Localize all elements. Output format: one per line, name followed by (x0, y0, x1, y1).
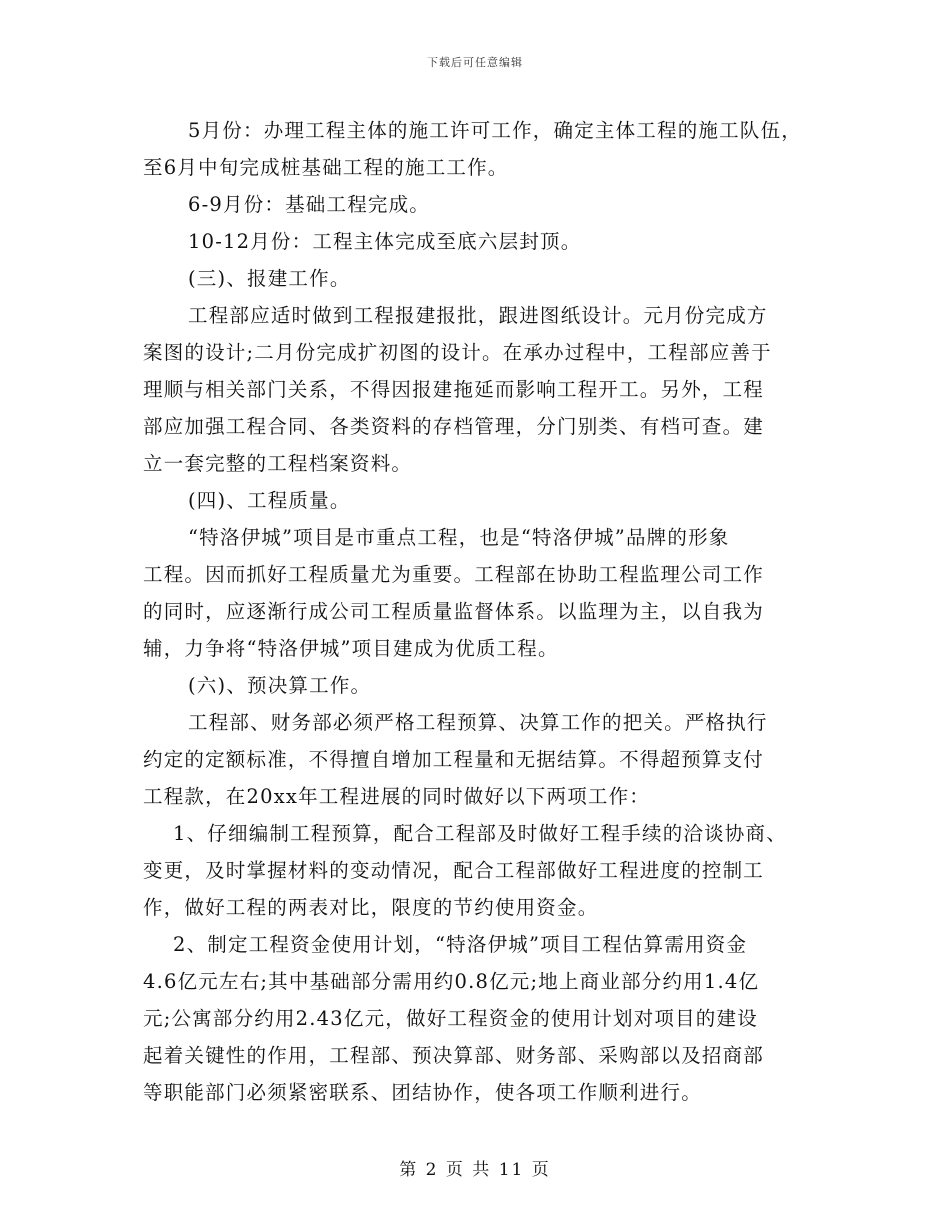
text-line: 理顺与相关部门关系，不得因报建拖延而影响工程开工。另外，工程 (143, 378, 765, 401)
text-line: 工程款，在20xx年工程进展的同时做好以下两项工作： (143, 785, 651, 808)
text-line: (六)、预决算工作。 (188, 674, 372, 697)
text-line: 工程部、财务部必须严格工程预算、决算工作的把关。严格执行 (188, 711, 768, 734)
text-line: 1、仔细编制工程预算，配合工程部及时做好工程手续的洽谈协商、 (173, 822, 787, 845)
text-line: 变更，及时掌握材料的变动情况，配合工程部做好工程进度的控制工 (143, 859, 765, 882)
text-line: 案图的设计;二月份完成扩初图的设计。在承办过程中，工程部应善于 (143, 341, 772, 364)
text-line: “特洛伊城”项目是市重点工程，也是“特洛伊城”品牌的形象 (188, 526, 730, 549)
text-line: 工程部应适时做到工程报建报批，跟进图纸设计。元月份完成方 (188, 304, 768, 327)
document-body (143, 112, 815, 1111)
text-line: 2、制定工程资金使用计划，“特洛伊城”项目工程估算需用资金 (173, 933, 748, 956)
text-line: 元;公寓部分约用2.43亿元，做好工程资金的使用计划对项目的建设 (143, 1007, 758, 1030)
text-line: 部应加强工程合同、各类资料的存档管理，分门别类、有档可查。建 (143, 415, 765, 438)
text-line: 等职能部门必须紧密联系、团结协作，使各项工作顺利进行。 (143, 1081, 702, 1104)
text-line: 辅，力争将“特洛伊城”项目建成为优质工程。 (143, 637, 559, 660)
text-line: 起着关键性的作用，工程部、预决算部、财务部、采购部以及招商部 (143, 1044, 765, 1067)
page-header: 下载后可任意编辑 (427, 56, 523, 69)
text-line: (四)、工程质量。 (188, 489, 351, 512)
text-line: 立一套完整的工程档案资料。 (143, 452, 413, 475)
text-line: 10-12月份：工程主体完成至底六层封顶。 (188, 230, 582, 253)
text-line: (三)、报建工作。 (188, 267, 351, 290)
text-line: 5月份：办理工程主体的施工许可工作，确定主体工程的施工队伍， (188, 119, 802, 142)
text-line: 约定的定额标准，不得擅自增加工程量和无据结算。不得超预算支付 (143, 748, 765, 771)
page-footer: 第 2 页 共 11 页 (399, 1160, 551, 1180)
text-line: 6-9月份：基础工程完成。 (188, 193, 431, 216)
text-line: 工程。因而抓好工程质量尤为重要。工程部在协助工程监理公司工作 (143, 563, 765, 586)
text-line: 的同时，应逐渐行成公司工程质量监督体系。以监理为主，以自我为 (143, 600, 765, 623)
text-line: 至6月中旬完成桩基础工程的施工工作。 (143, 156, 509, 179)
text-line: 4.6亿元左右;其中基础部分需用约0.8亿元;地上商业部分约用1.4亿 (143, 970, 760, 993)
text-line: 作，做好工程的两表对比，限度的节约使用资金。 (143, 896, 599, 919)
